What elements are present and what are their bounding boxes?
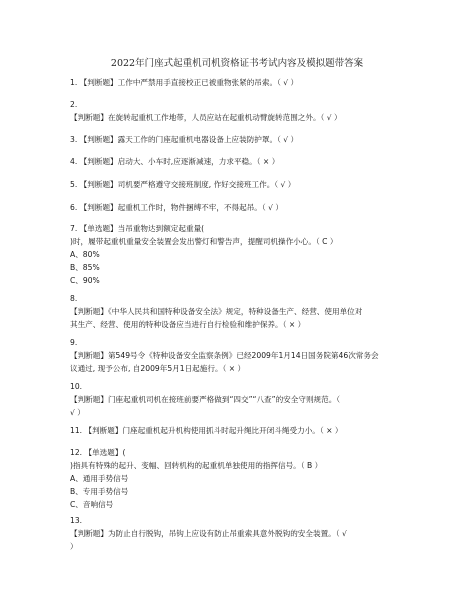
question-line: 【判断题】为防止自行脱钩，吊钩上应设有防止吊重索具意外脱钩的安全装置。（ √ bbox=[70, 529, 347, 538]
question-line: 9. bbox=[70, 338, 78, 347]
option-c: C、90% bbox=[70, 276, 100, 285]
question-1 bbox=[70, 76, 410, 89]
question-5 bbox=[70, 178, 410, 191]
question-9 bbox=[70, 336, 410, 375]
question-11 bbox=[70, 424, 410, 437]
question-line: 议通过, 现予公布, 自2009年5月1日起施行。（ × ） bbox=[70, 364, 246, 373]
question-4 bbox=[70, 155, 410, 168]
question-line: )时，履带起重机重量安全装置会发出警灯和警告声，提醒司机操作小心。（ C ） bbox=[70, 237, 338, 246]
question-line: 11. 【判断题】门座起重机起升机构使用抓斗时起升绳比开闭斗绳受力小。（ × ） bbox=[70, 426, 343, 435]
question-line: 【判断题】在旋转起重机工作地带，人员应站在起重机动臂旋转范围之外。（ √ ） bbox=[70, 113, 342, 122]
question-line: 3. 【判断题】露天工作的门座起重机电器设备上应装防护罩。（ √ ） bbox=[70, 135, 299, 144]
question-line: 6. 【判断题】起重机工作时，物件捆缚不牢，不得起吊。（ √ ） bbox=[70, 203, 283, 212]
question-line: 4. 【判断题】启动大、小车时,应逐渐减速，力求平稳。（ × ） bbox=[70, 157, 280, 166]
question-line: 1. 【判断题】工作中严禁用手直接校正已被重物张紧的吊索。（ √ ） bbox=[70, 78, 299, 87]
question-line: ） bbox=[70, 542, 78, 551]
option-b: B、专用手势信号 bbox=[70, 487, 129, 496]
question-line: 7. 【单选题】当吊重物达到额定起重量( bbox=[70, 224, 205, 233]
question-line: 10. bbox=[70, 382, 83, 391]
question-12 bbox=[70, 446, 410, 511]
question-line: 【判断题】门座起重机司机在接班前要严格做到“四交”“八查”的安全守则规范。（ bbox=[70, 395, 341, 404]
question-10 bbox=[70, 380, 410, 419]
question-3 bbox=[70, 133, 410, 146]
option-a: A、80% bbox=[70, 250, 100, 259]
question-7 bbox=[70, 222, 410, 287]
question-line: 8. bbox=[70, 294, 78, 303]
option-b: B、85% bbox=[70, 263, 100, 272]
option-a: A、通用手势信号 bbox=[70, 474, 129, 483]
question-8 bbox=[70, 292, 410, 331]
question-line: 【判断题】《中华人民共和国特种设备安全法》规定，特种设备生产、经营、使用单位对 bbox=[70, 307, 363, 316]
question-line: 其生产、经营、使用的特种设备应当进行自行检验和维护保养。（ × ） bbox=[70, 320, 306, 329]
option-c: C、音响信号 bbox=[70, 500, 114, 509]
question-line: )指具有特殊的起升、变幅、回转机构的起重机单独使用的指挥信号。（ B ） bbox=[70, 461, 323, 470]
question-line: √ ） bbox=[70, 408, 85, 417]
question-line: 2. bbox=[70, 100, 78, 109]
question-2 bbox=[70, 98, 410, 124]
question-line: 【判断题】第549号令《特种设备安全监察条例》已经2009年1月14日国务院第46次常务会 bbox=[70, 351, 379, 360]
question-line: 12. 【单选题】( bbox=[70, 448, 126, 457]
document-title: 2022年门座式起重机司机资格证书考试内容及模拟题带答案 bbox=[110, 58, 364, 69]
question-line: 5. 【判断题】司机要严格遵守交接班制度, 作好交接班工作。（ √ ） bbox=[70, 180, 296, 189]
question-6 bbox=[70, 201, 410, 214]
question-13 bbox=[70, 514, 410, 553]
question-line: 13. bbox=[70, 516, 83, 525]
